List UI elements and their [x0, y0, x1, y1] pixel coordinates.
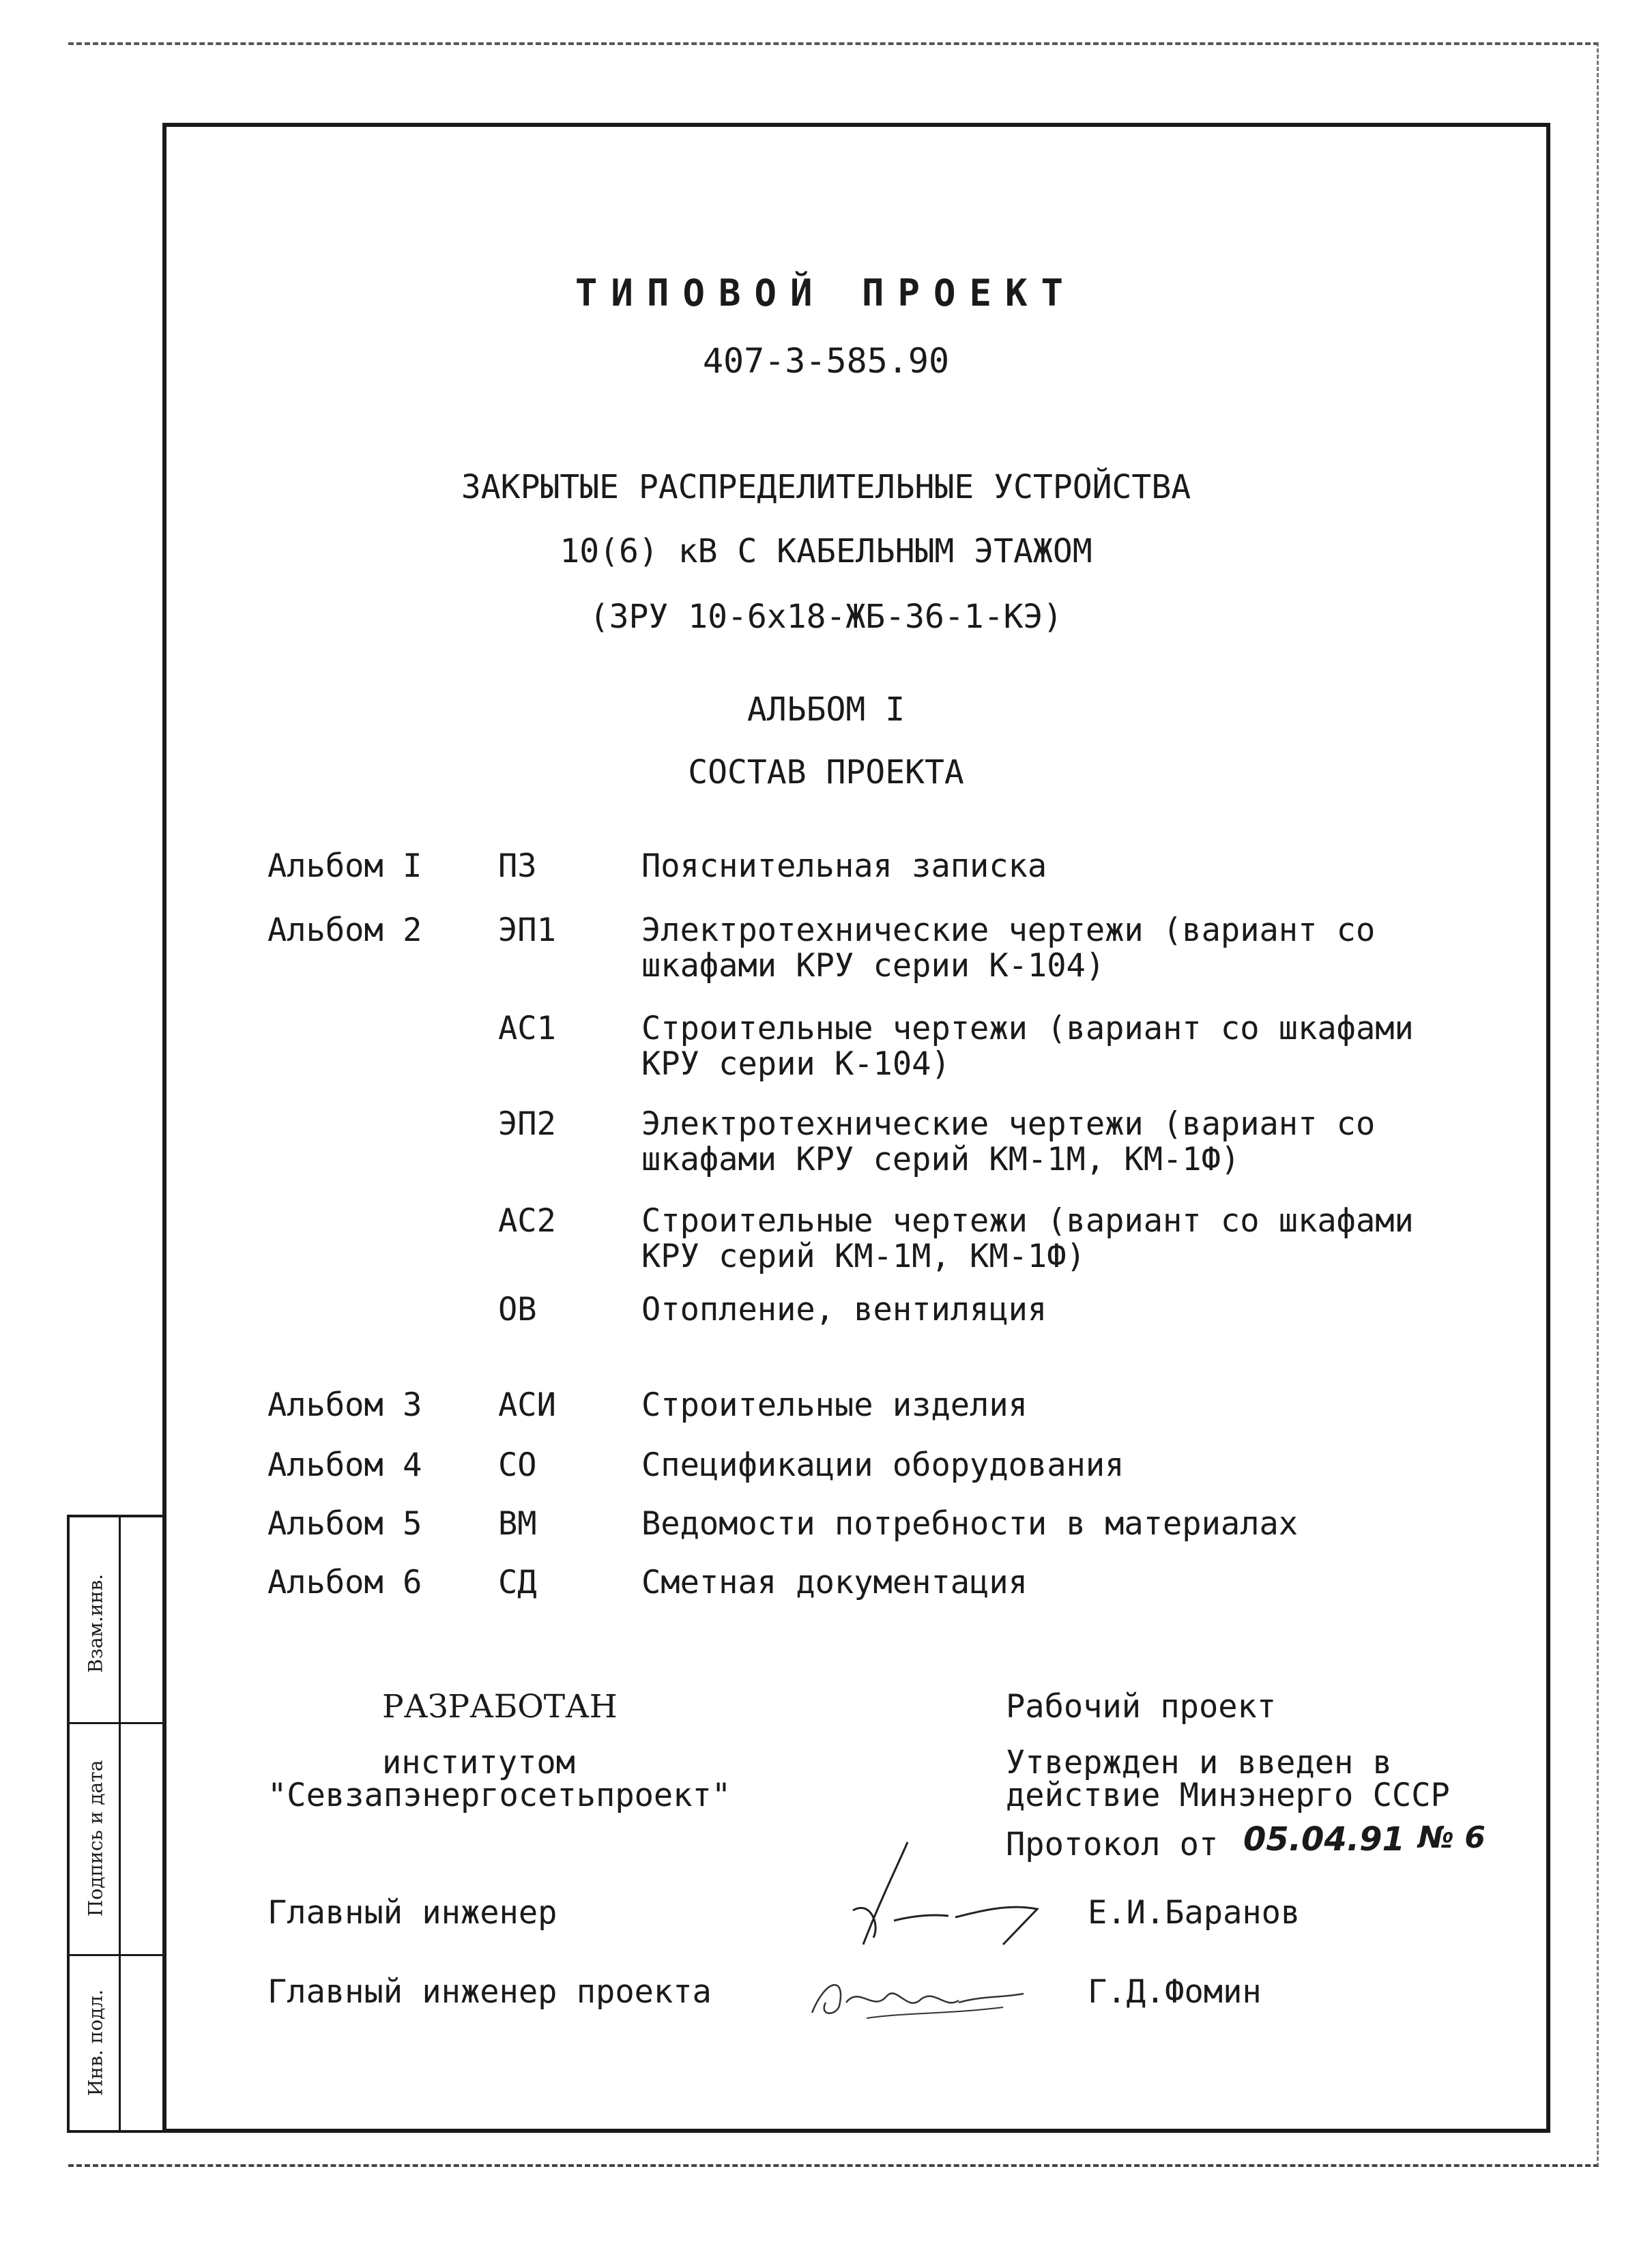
contents-album: Альбом 5: [267, 1505, 422, 1543]
contents-title-line: шкафами КРУ серии К-104): [641, 947, 1105, 985]
protocol-number: № 6: [1418, 1820, 1486, 1855]
contents-code: СО: [498, 1446, 537, 1484]
contents-title-line: Ведомости потребности в материалах: [641, 1505, 1299, 1543]
contents-album: Альбом 3: [267, 1386, 422, 1424]
contents-title-line: Строительные чертежи (вариант со шкафами: [641, 1202, 1414, 1240]
contents-title-line: Электротехнические чертежи (вариант со: [641, 912, 1376, 949]
document-title: ТИПОВОЙ ПРОЕКТ: [575, 272, 1077, 315]
contents-code: ОВ: [498, 1291, 537, 1328]
subject-line-1: ЗАКРЫТЫЕ РАСПРЕДЕЛИТЕЛЬНЫЕ УСТРОЙСТВА: [461, 468, 1191, 506]
side-stamp-signature-date-label: Подпись и дата: [84, 1760, 107, 1917]
protocol-date: 05.04.91: [1243, 1820, 1405, 1859]
contents-code: АСИ: [498, 1386, 556, 1424]
developer-heading: РАЗРАБОТАН: [382, 1688, 618, 1725]
contents-code: ПЗ: [498, 847, 537, 885]
side-stamp-replacement-label: Взам.инв.: [84, 1573, 107, 1673]
side-stamp-divider: [70, 1954, 166, 1956]
contents-title-line: КРУ серии К-104): [641, 1045, 951, 1083]
contents-title-line: Сметная документация: [641, 1564, 1028, 1601]
contents-title-line: Спецификации оборудования: [641, 1446, 1125, 1484]
contents-code: ЭП2: [498, 1105, 556, 1143]
approval-line: действие Минэнерго СССР: [1006, 1777, 1450, 1814]
contents-code: ЭП1: [498, 912, 556, 949]
side-stamp-divider: [70, 1722, 166, 1724]
chief-engineer-signature: [832, 1835, 1051, 1958]
side-stamp: [67, 1515, 166, 2133]
developer-line: институтом: [382, 1744, 575, 1781]
contents-title-line: Электротехнические чертежи (вариант со: [641, 1105, 1376, 1143]
contents-title-line: КРУ серий КМ-1М, КМ-1Ф): [641, 1238, 1086, 1275]
contents-code: АС1: [498, 1010, 556, 1047]
signature-name: Г.Д.Фомин: [1088, 1973, 1262, 2011]
signature-role: Главный инженер проекта: [267, 1973, 712, 2011]
signature-role: Главный инженер: [267, 1894, 557, 1932]
developer-institute: "Севзапэнергосетьпроект": [267, 1777, 731, 1814]
contents-album: Альбом 4: [267, 1446, 422, 1484]
side-stamp-divider: [119, 1517, 121, 2130]
contents-code: СД: [498, 1564, 537, 1601]
contents-title-line: Строительные чертежи (вариант со шкафами: [641, 1010, 1414, 1047]
approval-heading: Рабочий проект: [1006, 1688, 1277, 1725]
contents-album: Альбом 6: [267, 1564, 422, 1601]
contents-album: Альбом I: [267, 847, 422, 885]
album-heading: АЛЬБОМ I: [747, 690, 905, 729]
project-number: 407-3-585.90: [702, 341, 950, 381]
contents-title-line: Отопление, вентиляция: [641, 1291, 1047, 1328]
contents-title-line: шкафами КРУ серий КМ-1М, КМ-1Ф): [641, 1141, 1241, 1178]
subject-line-2: 10(6) кВ С КАБЕЛЬНЫМ ЭТАЖОМ: [560, 532, 1092, 570]
section-heading: СОСТАВ ПРОЕКТА: [688, 753, 964, 791]
contents-title-line: Строительные изделия: [641, 1386, 1028, 1424]
subject-line-3: (ЗРУ 10-6х18-ЖБ-36-1-КЭ): [589, 598, 1063, 636]
contents-title-line: Пояснительная записка: [641, 847, 1047, 885]
side-stamp-original-inventory-label: Инв. подл.: [84, 1989, 107, 2097]
approval-line: Утвержден и введен в: [1006, 1744, 1392, 1781]
contents-album: Альбом 2: [267, 912, 422, 949]
contents-code: АС2: [498, 1202, 556, 1240]
project-engineer-signature: [798, 1965, 1030, 2026]
contents-code: ВМ: [498, 1505, 537, 1543]
protocol-label: Протокол от: [1006, 1826, 1219, 1863]
signature-name: Е.И.Баранов: [1088, 1894, 1301, 1932]
